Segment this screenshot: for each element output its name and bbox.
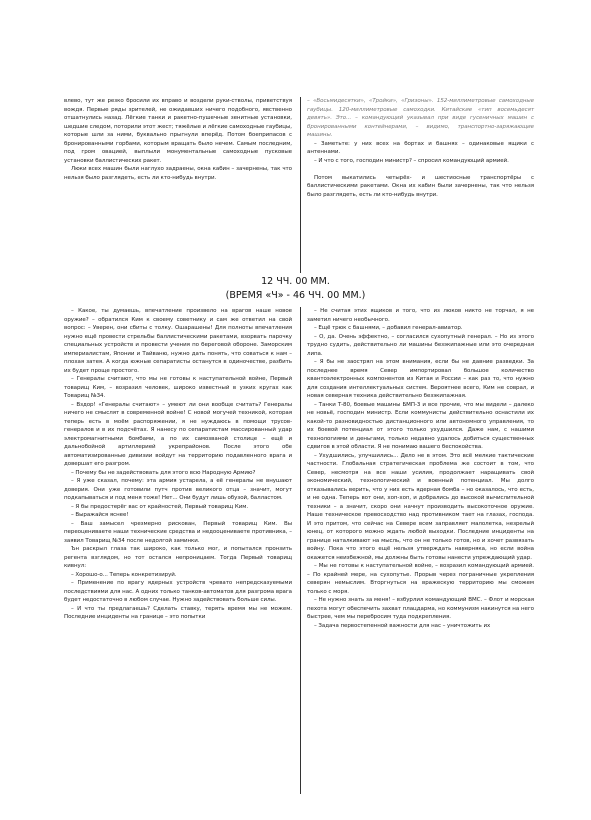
paragraph: – Я уже сказал, почему: эта армия устарела, а её генералы не внушают доверия. Они уже готовили путч против великого отца – значит, могут подкапываться и под меня тоже! Нет... Они будут лишь обузой, балластом. (64, 478, 292, 501)
paragraph: – Заметьте: у них всех на бортах и башнях – одинаковые ящики с антеннами. (307, 140, 534, 155)
paragraph: Люки всех машин были наглухо задраены, окна кабин – зачернены, так что нельзя было разглядеть, есть ли кто-нибудь внутри. (64, 166, 292, 181)
paragraph: Потом выкатились четырёх- и шестиосные транспортёры с баллистическими ракетами. Окна их кабин были зачернены, так что нельзя было разглядеть, есть ли кто-нибудь внутри. (307, 174, 534, 198)
column-divider (300, 307, 301, 794)
paragraph: – Не считая этих ящиков и того, что из люков никто не торчал, я не заметил ничего необычного. (307, 308, 534, 323)
paragraph: – Ваш замысел чрезмерно рискован, Первый товарищ Ким. Вы переоцениваете наши технические средства и недооцениваете противника, – заявил Товарищ №34 после недолгой заминки. (64, 520, 292, 544)
paragraph: – Не нужно знать за меня! – взбурлил командующий ВМС. – Флот и морская пехота могут обеспечить захват плацдарма, но коммунизм накинутся на него быстрее, чем мы перебросим туда подкрепления. (307, 597, 534, 620)
column-divider (300, 97, 301, 273)
paragraph: Ън раскрыл глаза так широко, как только мог, и попытался пронзить регента взглядом, но тот остался непроницаем. Тогда Первый товарищ кивнул: (64, 546, 292, 569)
paragraph: – Задача первостепенной важности для нас – уничтожить их (314, 622, 491, 629)
paragraph: – Какое, ты думаешь, впечатление произвело на врагов наше новое оружие? – обратился Ким к своему советнику и сам же ответил на свой вопрос: – Уверен, они сбиты с толку. Ошарашены! Для полноты впечатления нужно ещё провести стрельбы баллистическими ракетами, взорвать парочку специальных устройств и провести учения по береговой обороне. Заморским империалистам, Японии и Тайваню, нужно дать понять, что соваться к нам – плохая затея. А когда южные сепаратисты останутся в одиночестве, разбить их будет проще простого. (64, 308, 292, 374)
section-time-heading: 12 ЧЧ. 00 ММ. (261, 276, 330, 287)
paragraph: – Почему бы не задействовать для этого всю Народную Армию? (71, 469, 256, 476)
paragraph: – И что с того, господин министр? – спросил командующий армией. (314, 157, 509, 164)
paragraph: – Я бы предостерёг вас от крайностей, Первый товарищ Ким. (71, 503, 249, 510)
paragraph: – Вздор! «Генералы считают» – умеют ли они вообще считать? Генералы ничего не смыслят в современной войне! С новой могучей техникой, которая теперь есть в моём распоряжении, я не нуждаюсь в помощи трусов-генералов и в их подсчётах. Я нанесу по сепаратистам массированный удар электромагнитными бомбами, а по их самозваной столице – ещё и дальнобойной артиллерией укрепрайонов. После этого обе автоматизированные дивизии войдут на территорию подавленного врага и довершат его разгром. (64, 401, 292, 467)
top-left-column (64, 97, 292, 182)
bottom-left-column (64, 307, 292, 622)
paragraph: – Мы не готовы к наступательной войне, – возразил командующий армией. – По крайней мере, на сухопутье. Прорыв через пограничные укрепления северян немыслим. Вторгнуться на вражескую территорию мы сможем только с моря. (307, 563, 534, 595)
paragraph: – И что ты предлагаешь? Сделать ставку, терять время мы не можем. Последние инциденты на границе – это попытки (64, 605, 292, 620)
top-right-column (307, 97, 534, 199)
paragraph: – Ухудшились, улучшились... Дело не в этом. Это всё мелкие тактические частности. Глобальная стратегическая проблема же состоит в том, что Север, несмотря на все наши усилия, продолжает наращивать свой экономический, технологический и военный потенциал. Мы долго отказывались верить, что у них есть ядерная бомба – но оказалось, что есть, и не одна. Теперь вот они, хоп-хоп, и добрались до высокой вычислительной техники – а значит, скоро они начнут производить высокоточное оружие. Наше техническое превосходство над противником тает на глазах, господа. И это притом, что сейчас на Севере всем заправляет малолетка, незрелый юнец, от которого можно ждать любой выходки. Последние инциденты на границе наталкивают на мысль, что он не только готов, но и хочет развязать войну. Пока что этого ещё нельзя утверждать наверняка, но если война окажется неизбежной, мы должны быть готовы нанести упреждающий удар. (307, 452, 534, 561)
paragraph: – Выражайся яснее! (71, 512, 129, 518)
paragraph: – Хорошо-о... Теперь конкретизируй. (71, 571, 177, 578)
section-time-subheading: (ВРЕМЯ «Ч» - 46 ЧЧ. 00 ММ.) (225, 290, 366, 301)
paragraph: влево, тут же резко бросили их вправо и воздели руки-стволы, приветствуя вождя. Первые ряды зрителей, не ожидавших ничего подобного, явственно отшатнулись назад. Лёгкие танки и ракетно-пушечные зенитные установки, шедшие следом, поторили этот жест; тяжёлые и лёгкие самоходные гаубицы, которые шли за ними, буквально прыгнули вперёд. Потом боеприпасов с бронированными горбами, которым вращать было нечем. Самым последним, под гром овацией, выплыли монументальные самоходные пусковые установки баллистических ракет. (64, 98, 292, 164)
paragraph: – Применение по врагу ядерных устройств чревато непредсказуемыми последствиями для нас. А одних только танков-автоматов для разгрома врага будет недостаточно в любом случае. Нужно задействовать больше силы. (64, 580, 292, 603)
paragraph: – Танки Т-80, боевые машины БМП-3 и все прочие, что мы видели – далеко не новьё, господин министр. Если коммунисты действительно оснастили их какой-то разновидностью дистанционного или автономного управления, то их боевой потенциал от этого только ухудшился. Даже нам, с нашими технологиями и деньгами, только недавно удалось добиться существенных сдвигов в этой области. Я не понимаю вашего беспокойства. (307, 401, 534, 450)
paragraph: – «Восьмидесятки», «Тройки», «Гризоны». 152-миллиметровые самоходные гаубицы. 120-миллиметровые самоходки. Китайские «тип восемьдесят девять». Это... – командующий указывал при виде гусеничных машин с бронированными контейнерами, – видимо, транспортно-заряжающие машины. (307, 98, 534, 138)
bottom-right-column (307, 307, 534, 630)
paragraph: – Ещё трюк с башнями, – добавил генерал-авиатор. (314, 325, 463, 331)
paragraph: – Я бы не заострял на этом внимания, если бы не давние разведки. За последнее время Север импортировал большое количество квантоэлектронных компонентов из Китая и России – как раз то, что нужно для создания интеллектуальных систем. Вероятнее всего, Ким не соврал, и новая северная техника действительно безэкипажная. (307, 359, 534, 399)
paragraph: – О, да. Очень эффектно, – согласился сухопутный генерал. – Но из этого трудно судить, действительно ли машины безэкипажные или это очередная липа. (307, 333, 534, 357)
paragraph: – Генералы считают, что мы не готовы к наступательной войне, Первый товарищ Ким, – возразил человек, широко известный в узких кругах как Товарищ №34. (64, 376, 292, 399)
